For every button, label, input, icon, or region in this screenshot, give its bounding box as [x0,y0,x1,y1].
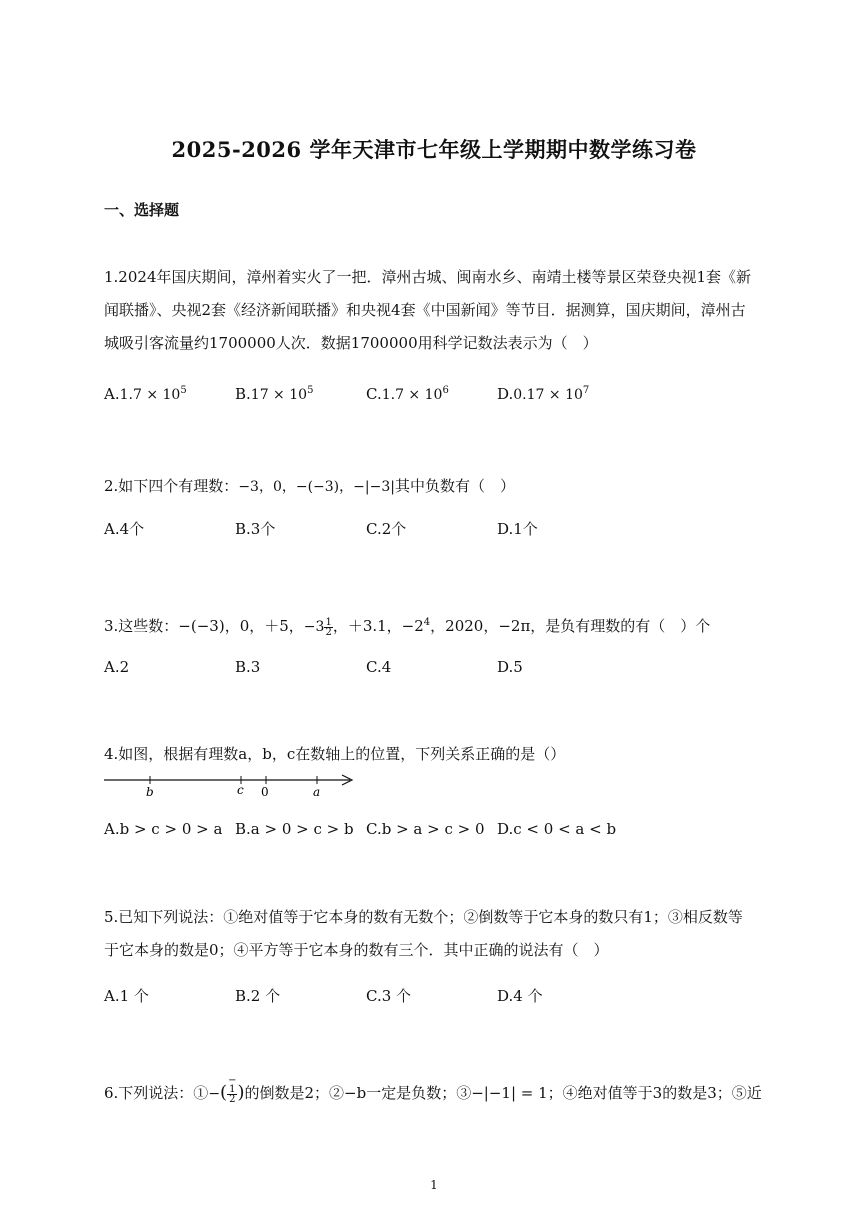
question-5-line-1: 5.已知下列说法：①绝对值等于它本身的数有无数个；②倒数等于它本身的数只有1；③相反数等 [104,908,743,926]
question-2-prefix: 2.如下四个有理数： [104,477,239,495]
option-b: B.3 [235,658,261,676]
option-c: C.b > a > c > 0 [366,820,485,838]
label-c: c [237,783,244,797]
question-3-suffix: ，2020，−2π，是负有理数的有（ ）个 [430,617,711,635]
option-c: C.3 个 [366,987,412,1005]
question-5-options [104,985,764,1015]
question-3-options [104,658,764,688]
question-3-prefix: 3.这些数：−(−3)，0，＋5， [104,617,304,635]
question-2-options [104,518,764,548]
question-5-line-2: 于它本身的数是0；④平方等于它本身的数有三个．其中正确的说法有（ ） [104,941,609,959]
question-6: 6.下列说法：①−( − 1 2 )的倒数是2；②−b一定是负数；③−|−1| = 1；④绝对值等于3的数是3；⑤近 [104,1075,762,1105]
option-b: B.3个 [235,520,276,538]
question-1-options [104,385,764,415]
question-4: 4.如图，根据有理数a，b，c在数轴上的位置，下列关系正确的是（） [104,745,566,763]
option-d: D.c < 0 < a < b [497,820,617,838]
page-title: 2025-2026 学年天津市七年级上学期期中数学练习卷 [171,137,697,162]
question-1 [104,261,764,360]
option-a: $A.1.7 \times 10^5$ [104,385,187,403]
question-2-suffix: 其中负数有（ ） [394,477,515,495]
question-1-line-2: 闻联播》、央视2套《经济新闻联播》和央视4套《中国新闻》等节目．据测算，国庆期间，漳州古 [104,301,746,319]
number-line-figure [100,768,360,808]
option-c: C.4 [366,658,392,676]
question-1-line-3: 城吸引客流量约1700000人次．数据1700000用科学记数法表示为（ ） [104,334,598,352]
option-d: D.4 个 [497,987,543,1005]
option-d: $D.0.17 \times 10^7$ [497,385,590,403]
option-a: A.1 个 [104,987,149,1005]
question-1-line-1: 1.2024年国庆期间，漳州着实火了一把．漳州古城、闽南水乡、南靖土楼等景区荣登央视1套《新 [104,268,752,286]
label-zero: 0 [261,785,269,799]
section-heading: 一、选择题 [104,201,180,219]
question-3 [104,610,764,644]
question-2-numbers: −3，0，−(−3)，−|−3| [238,479,395,495]
option-c: C.2个 [366,520,407,538]
question-6-negative-sign: − [208,1086,221,1102]
question-6-prefix: 6.下列说法：① [104,1084,209,1102]
option-a: A.b > c > 0 > a [104,820,223,838]
page-number: 1 [430,1178,438,1192]
question-3-mixed-number: −3 [303,619,325,635]
option-b: B.2 个 [235,987,281,1005]
label-a: a [313,785,321,799]
option-b: $B.17 \times 10^5$ [235,385,314,403]
question-3-exponent: 4 [423,617,431,628]
option-a: A.2 [104,658,130,676]
question-2 [104,470,764,504]
question-3-fraction: $\frac{1}{2}$ [325,617,332,638]
option-d: D.5 [497,658,523,676]
option-b: B.a > 0 > c > b [235,820,354,838]
question-5 [104,901,764,967]
question-6-fraction: − 1 2 [228,1075,237,1105]
option-a: A.4个 [104,520,145,538]
question-6-text: 的倒数是2；②−b一定是负数；③−|−1| = 1；④绝对值等于3的数是3；⑤近 [244,1084,762,1102]
question-4-options [104,820,764,850]
option-c: $C.1.7 \times 10^6$ [366,385,449,403]
option-d: D.1个 [497,520,538,538]
label-b: b [146,785,154,799]
question-3-mid: ，＋3.1，−2 [332,617,424,635]
